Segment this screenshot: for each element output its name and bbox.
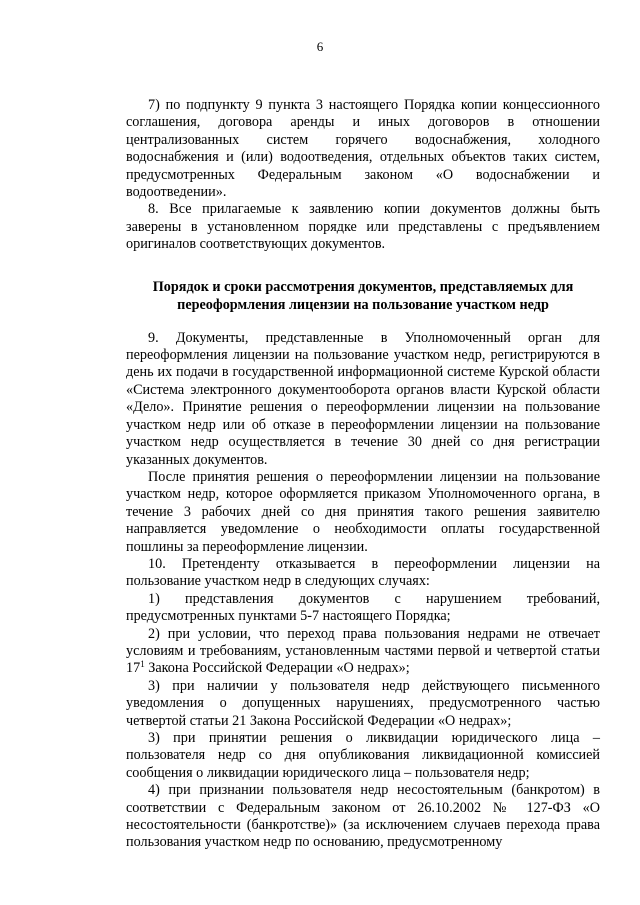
list-item-2 bbox=[126, 626, 600, 678]
superscript-1: 1 bbox=[140, 659, 145, 670]
paragraph-item-7: 7) по подпункту 9 пункта 3 настоящего Порядка копии концессионного соглашения, договора аренды и иных договоров в отношении централизованных систем горячего водоснабжения, холодного водоснабжения и (или) водоотведения, отдельных объектов таких систем, предусмотренных Федеральным законом «О водоснабжении и водоотведении». bbox=[126, 97, 600, 201]
list-item-2-text: 2) при условии, что переход права пользования недрами не отвечает условиям и требованиям, установленным частями первой и четвертой статьи 17 bbox=[126, 625, 600, 677]
list-item-3-notice: 3) при наличии у пользователя недр действующего письменного уведомления о допущенных нарушениях, предусмотренного частью четвертой статьи 21 Закона Российской Федерации «О недрах»; bbox=[126, 677, 600, 729]
paragraph-item-10: 10. Претенденту отказывается в переоформлении лицензии на пользование участком недр в следующих случаях: bbox=[126, 555, 600, 590]
page-number: 6 bbox=[316, 39, 324, 54]
document-body bbox=[126, 97, 600, 852]
paragraph-after-decision: После принятия решения о переоформлении лицензии на пользование участком недр, которое оформляется приказом Уполномоченного органа, в течение 3 рабочих дней со дня принятия такого решения заявителю направляется уведомление о необходимости оплаты государственной пошлины за переоформление лицензии. bbox=[126, 468, 600, 555]
section-heading: Порядок и сроки рассмотрения документов, представляемых для переоформления лицензии на пользование участком недр bbox=[152, 278, 574, 313]
list-item-1: 1) представления документов с нарушением требований, предусмотренных пунктами 5-7 настоящего Порядка; bbox=[126, 590, 600, 625]
list-item-4: 4) при признании пользователя недр несостоятельным (банкротом) в соответствии с Федеральным законом от 26.10.2002 № 127-ФЗ «О несостоятельности (банкротстве)» (за исключением случаев перехода права пользования участком недр по основанию, предусмотренному bbox=[126, 782, 600, 851]
paragraph-item-9: 9. Документы, представленные в Уполномоченный орган для переоформления лицензии на пользование участком недр, регистрируются в день их подачи в государственной информационной системе Курской области «Система электронного документооборота органов власти Курской области «Дело». Принятие решения о переоформлении лицензии на пользование участком недр или об отказе в переоформлении лицензии на пользование участком недр осуществляется в течение 30 дней со дня регистрации указанных документов. bbox=[126, 329, 600, 468]
list-item-3-liquidation: 3) при принятии решения о ликвидации юридического лица – пользователя недр со дня опубликования ликвидационной комиссией сообщения о ликвидации юридического лица – пользователя недр; bbox=[126, 730, 600, 781]
list-item-2-text-end: Закона Российской Федерации «О недрах»; bbox=[144, 660, 410, 677]
paragraph-item-8: 8. Все прилагаемые к заявлению копии документов должны быть заверены в установленном порядке или представлены с предъявлением оригиналов соответствующих документов. bbox=[126, 201, 600, 253]
